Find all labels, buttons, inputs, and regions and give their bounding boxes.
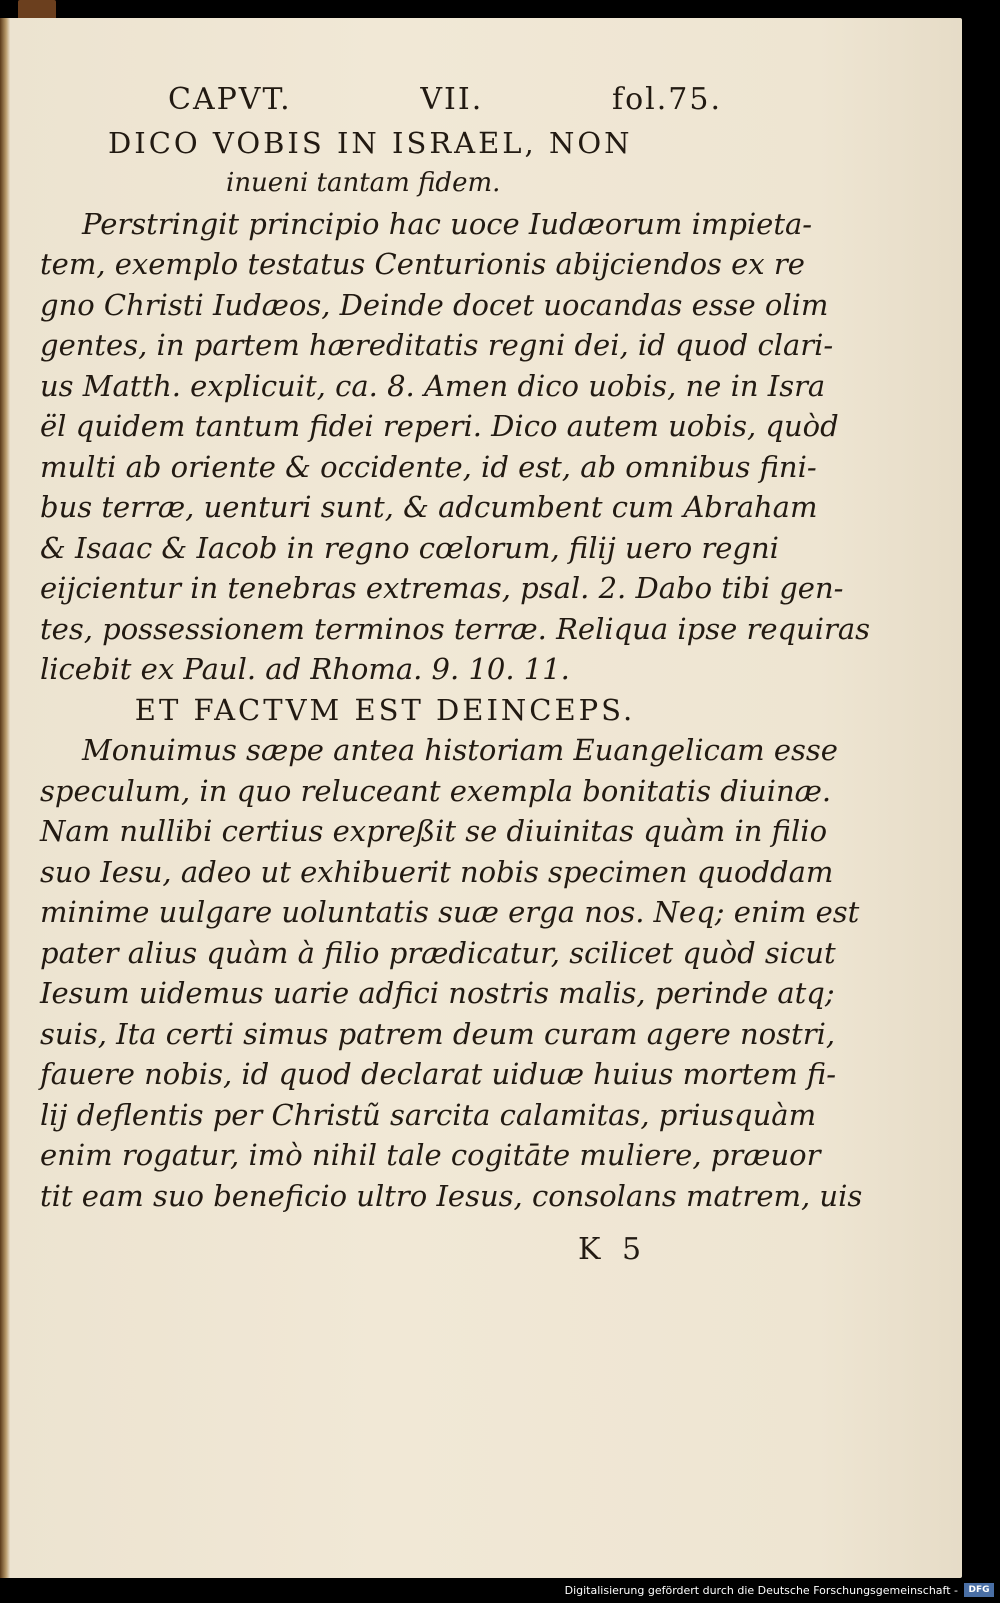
lemma-continuation: inueni tantam fidem.	[226, 168, 501, 198]
text-line: bus terræ, uenturi sunt, & adcumbent cum Abraham	[40, 490, 818, 524]
text-line: tem, exemplo testatus Centurionis abijciendos ex re	[40, 247, 805, 281]
lemma-heading: DICO VOBIS IN ISRAEL, NON	[108, 125, 633, 160]
running-header	[40, 80, 730, 121]
text-line: lij deflentis per Christũ sarcita calamitas, priusquàm	[40, 1097, 817, 1132]
text-line: eijcientur in tenebras extremas, psal. 2. Dabo tibi gen-	[40, 571, 844, 605]
header-chapter-number: VII.	[420, 82, 484, 117]
signature-mark: K 5	[578, 1232, 648, 1267]
page-text	[40, 80, 871, 1216]
text-line: Monuimus sæpe antea historiam Euangelicam esse	[82, 733, 838, 767]
section-heading: ET FACTVM EST DEINCEPS.	[134, 692, 636, 727]
text-line: licebit ex Paul. ad Rhoma. 9. 10. 11.	[40, 652, 570, 686]
text-line: gno Christi Iudæos, Deinde docet uocandas esse olim	[40, 287, 829, 322]
text-line: Iesum uidemus uarie adfici nostris malis, perinde atq;	[40, 976, 835, 1010]
text-line: fauere nobis, id quod declarat uiduæ huius mortem fi-	[40, 1057, 837, 1091]
text-line: Perstringit principio hac uoce Iudæorum impieta-	[82, 206, 813, 241]
text-line: speculum, in quo reluceant exempla bonitatis diuinæ.	[40, 773, 832, 808]
text-line: enim rogatur, imò nihil tale cogitāte muliere, præuor	[40, 1138, 821, 1172]
text-line: gentes, in partem hæreditatis regni dei, id quod clari-	[40, 328, 834, 362]
text-line: & Isaac & Iacob in regno cœlorum, filij uero regni	[40, 530, 779, 565]
header-folio: fol.75.	[611, 82, 722, 117]
text-line: multi ab oriente & occidente, id est, ab omnibus fini-	[40, 449, 817, 484]
text-line: suis, Ita certi simus patrem deum curam agere nostri,	[40, 1016, 836, 1051]
footer-bar	[0, 1578, 1000, 1603]
text-line: tit eam suo beneficio ultro Iesus, consolans matrem, uis	[40, 1178, 863, 1213]
header-caput: CAPVT.	[168, 82, 292, 117]
text-line: Nam nullibi certius expreßit se diuinitas quàm in filio	[40, 814, 828, 848]
text-line: minime uulgare uoluntatis suæ erga nos. Neq; enim est	[40, 895, 860, 929]
text-line: pater alius quàm à filio prædicatur, scilicet quòd sicut	[40, 935, 836, 970]
text-line: us Matth. explicuit, ca. 8. Amen dico uobis, ne in Isra	[40, 368, 826, 403]
page-gutter	[0, 18, 10, 1578]
funding-credit: Digitalisierung gefördert durch die Deutsche Forschungsgemeinschaft -	[564, 1584, 958, 1597]
text-line: tes, possessionem terminos terræ. Reliqua ipse requiras	[40, 611, 871, 646]
dfg-logo-icon: DFG	[964, 1583, 994, 1597]
text-line: suo Iesu, adeo ut exhibuerit nobis specimen quoddam	[40, 854, 834, 889]
text-line: ël quidem tantum fidei reperi. Dico autem uobis, quòd	[40, 409, 839, 443]
